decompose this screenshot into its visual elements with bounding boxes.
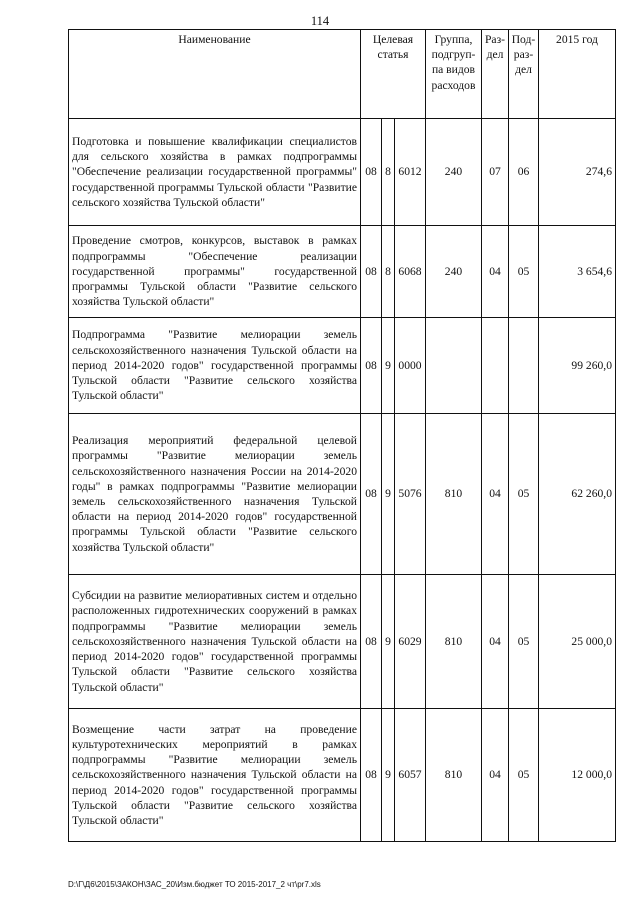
amount-2015: 3 654,6 [539,226,616,318]
header-subsection: Под-раз-дел [509,30,539,119]
group-code: 810 [426,709,482,842]
row-name: Возмещение части затрат на проведение культуротехнических мероприятий в рамках подпрограммы "Развитие мелиорации земель сельскохозяйственного назначения Тульской области на период 2014-2020 годов" государственной программы Тульской области "Развитие сельского хозяйства Тульской области" [69,709,361,842]
header-target-article: Целевая статья [361,30,426,119]
table-row [69,318,616,414]
target-article-part3: 6012 [395,119,426,226]
file-path-footer: D:\Г\Д6\2015\ЗАКОН\ЗАС_20\Изм.бюджет ТО 2015-2017_2 чт\pr7.xls [68,880,321,889]
table-row [69,226,616,318]
target-article-part3: 0000 [395,318,426,414]
amount-2015: 62 260,0 [539,414,616,575]
table-row [69,709,616,842]
header-year: 2015 год [539,30,616,119]
subsection-code: 05 [509,226,539,318]
subsection-code: 05 [509,414,539,575]
target-article-part2: 9 [382,414,395,575]
group-code: 810 [426,414,482,575]
row-name: Подготовка и повышение квалификации специалистов для сельского хозяйства в рамках подпрограммы "Обеспечение реализации государственной программы" государственной программы Тульской области "Развитие сельского хозяйства Тульской области" [69,119,361,226]
page-number: 114 [310,14,330,28]
group-code [426,318,482,414]
target-article-part1: 08 [361,318,382,414]
target-article-part1: 08 [361,414,382,575]
target-article-part1: 08 [361,226,382,318]
target-article-part2: 9 [382,709,395,842]
amount-2015: 274,6 [539,119,616,226]
table-row [69,414,616,575]
target-article-part3: 5076 [395,414,426,575]
header-group: Группа, подгруп-па видов расходов [426,30,482,119]
section-code: 07 [482,119,509,226]
target-article-part2: 8 [382,226,395,318]
target-article-part1: 08 [361,119,382,226]
amount-2015: 99 260,0 [539,318,616,414]
group-code: 240 [426,226,482,318]
subsection-code [509,318,539,414]
target-article-part1: 08 [361,709,382,842]
subsection-code: 06 [509,119,539,226]
group-code: 810 [426,575,482,709]
target-article-part1: 08 [361,575,382,709]
table-row [69,119,616,226]
amount-2015: 12 000,0 [539,709,616,842]
section-code: 04 [482,575,509,709]
target-article-part2: 9 [382,318,395,414]
target-article-part3: 6068 [395,226,426,318]
group-code: 240 [426,119,482,226]
header-section: Раз-дел [482,30,509,119]
section-code: 04 [482,414,509,575]
target-article-part2: 8 [382,119,395,226]
amount-2015: 25 000,0 [539,575,616,709]
header-name: Наименование [69,30,361,119]
target-article-part3: 6057 [395,709,426,842]
target-article-part3: 6029 [395,575,426,709]
target-article-part2: 9 [382,575,395,709]
subsection-code: 05 [509,709,539,842]
section-code [482,318,509,414]
header-row [69,30,616,119]
row-name: Реализация мероприятий федеральной целевой программы "Развитие мелиорации земель сельскохозяйственного назначения России на 2014-2020 годы" в рамках подпрограммы "Развитие мелиорации земель сельскохозяйственного назначения Тульской области на период 2014-2020 годов" государственной программы Тульской области "Развитие сельского хозяйства Тульской области" [69,414,361,575]
section-code: 04 [482,226,509,318]
subsection-code: 05 [509,575,539,709]
table-row [69,575,616,709]
budget-table [68,29,616,842]
row-name: Подпрограмма "Развитие мелиорации земель сельскохозяйственного назначения Тульской области на период 2014-2020 годов" государственной программы Тульской области "Развитие сельского хозяйства Тульской области" [69,318,361,414]
row-name: Субсидии на развитие мелиоративных систем и отдельно расположенных гидротехнических сооружений в рамках подпрограммы "Развитие мелиорации земель сельскохозяйственного назначения Тульской области на период 2014-2020 годов" государственной программы Тульской области "Развитие сельского хозяйства Тульской области" [69,575,361,709]
row-name: Проведение смотров, конкурсов, выставок в рамках подпрограммы "Обеспечение реализации государственной программы" государственной программы Тульской области "Развитие сельского хозяйства Тульской области" [69,226,361,318]
section-code: 04 [482,709,509,842]
